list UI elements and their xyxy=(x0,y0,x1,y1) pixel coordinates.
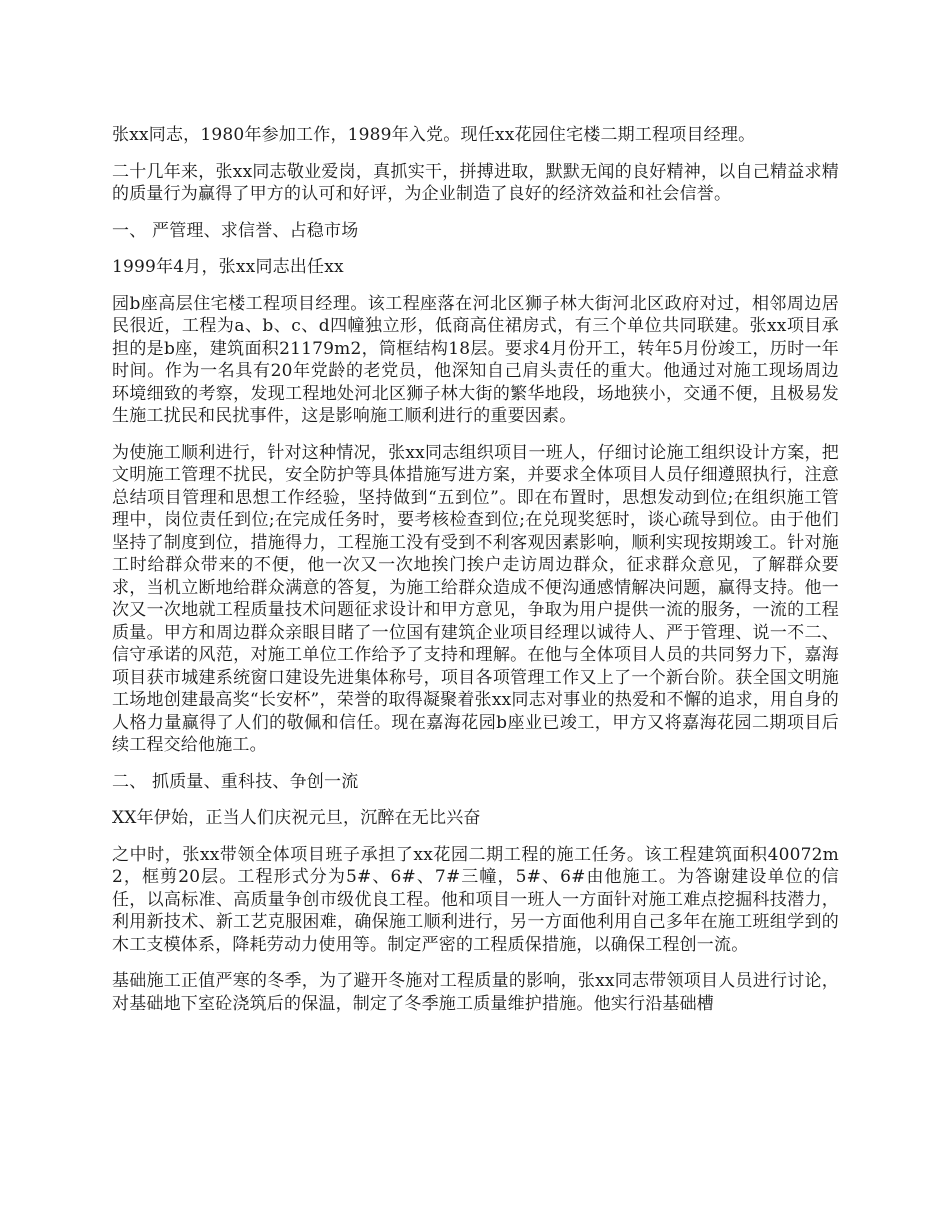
paragraph-intro: 张xx同志，1980年参加工作，1989年入党。现任xx花园住宅楼二期工程项目经理。 xyxy=(112,125,756,145)
paragraph: XX年伊始，正当人们庆祝元旦，沉醉在无比兴奋 xyxy=(112,808,481,828)
paragraph: 基础施工正值严寒的冬季，为了避开冬施对工程质量的影响，张xx同志带领项目人员进行讨论，对基础地下室砼浇筑后的保温，制定了冬季施工质量维护措施。他实行沿基础槽 xyxy=(112,971,839,1014)
document-page xyxy=(112,124,839,1029)
paragraph: 1999年4月，张xx同志出任xx xyxy=(112,257,344,277)
section-heading-1: 一、 严管理、求信誉、占稳市场 xyxy=(112,220,359,241)
paragraph: 园b座高层住宅楼工程项目经理。该工程座落在河北区狮子林大街河北区政府对过，相邻周边居民很近，工程为a、b、c、d四幢独立形，低商高住裙房式，有三个单位共同联建。张xx项目承担的是b座，建筑面积21179m2，筒框结构18层。要求4月份开工，转年5月份竣工，历时一年时间。作为一名具有20年党龄的老党员，他深知自己肩头责任的重大。他通过对施工现场周边环境细致的考察，发现工程地处河北区狮子林大街的繁华地段，场地狭小，交通不便，且极易发生施工扰民和民扰事件，这是影响施工顺利进行的重要因素。 xyxy=(112,293,839,426)
section-heading-2: 二、 抓质量、重科技、争创一流 xyxy=(112,771,359,792)
paragraph-summary: 二十几年来，张xx同志敬业爱岗，真抓实干，拼搏进取，默默无闻的良好精神，以自己精益求精的质量行为赢得了甲方的认可和好评，为企业制造了良好的经济效益和社会信誉。 xyxy=(112,161,839,204)
paragraph: 为使施工顺利进行，针对这种情况，张xx同志组织项目一班人，仔细讨论施工组织设计方案，把文明施工管理不扰民，安全防护等具体措施写进方案，并要求全体项目人员仔细遵照执行，注意总结项目管理和思想工作经验，坚持做到“五到位”。即在布置时，思想发动到位;在组织施工管理中，岗位责任到位;在完成任务时，要考核检查到位;在兑现奖惩时，谈心疏导到位。由于他们坚持了制度到位，措施得力，工程施工没有受到不利客观因素影响，顺利实现按期竣工。针对施工时给群众带来的不便，他一次又一次地挨门挨户走访周边群众，征求群众意见，了解群众要求，当机立断地给群众满意的答复，为施工给群众造成不便沟通感情解决问题，赢得支持。他一次又一次地就工程质量技术问题征求设计和甲方意见，争取为用户提供一流的服务，一流的工程质量。甲方和周边群众亲眼目睹了一位国有建筑企业项目经理以诚待人、严于管理、说一不二、信守承诺的风范，对施工单位工作给予了支持和理解。在他与全体项目人员的共同努力下，嘉海项目获市城建系统窗口建设先进集体称号，项目各项管理工作又上了一个新台阶。获全国文明施工场地创建最高奖“长安杯”，荣誉的取得凝聚着张xx同志对事业的热爱和不懈的追求，用自身的人格力量赢得了人们的敬佩和信任。现在嘉海花园b座业已竣工，甲方又将嘉海花园二期项目后续工程交给他施工。 xyxy=(112,442,839,755)
paragraph: 之中时，张xx带领全体项目班子承担了xx花园二期工程的施工任务。该工程建筑面积40072m2，框剪20层。工程形式分为5#、6#、7#三幢，5#、6#由他施工。为答谢建设单位的信任，以高标准、高质量争创市级优良工程。他和项目一班人一方面针对施工难点挖掘科技潜力，利用新技术、新工艺克服困难，确保施工顺利进行，另一方面他利用自己多年在施工班组学到的木工支模体系，降耗劳动力使用等。制定严密的工程质保措施，以确保工程创一流。 xyxy=(112,844,839,955)
